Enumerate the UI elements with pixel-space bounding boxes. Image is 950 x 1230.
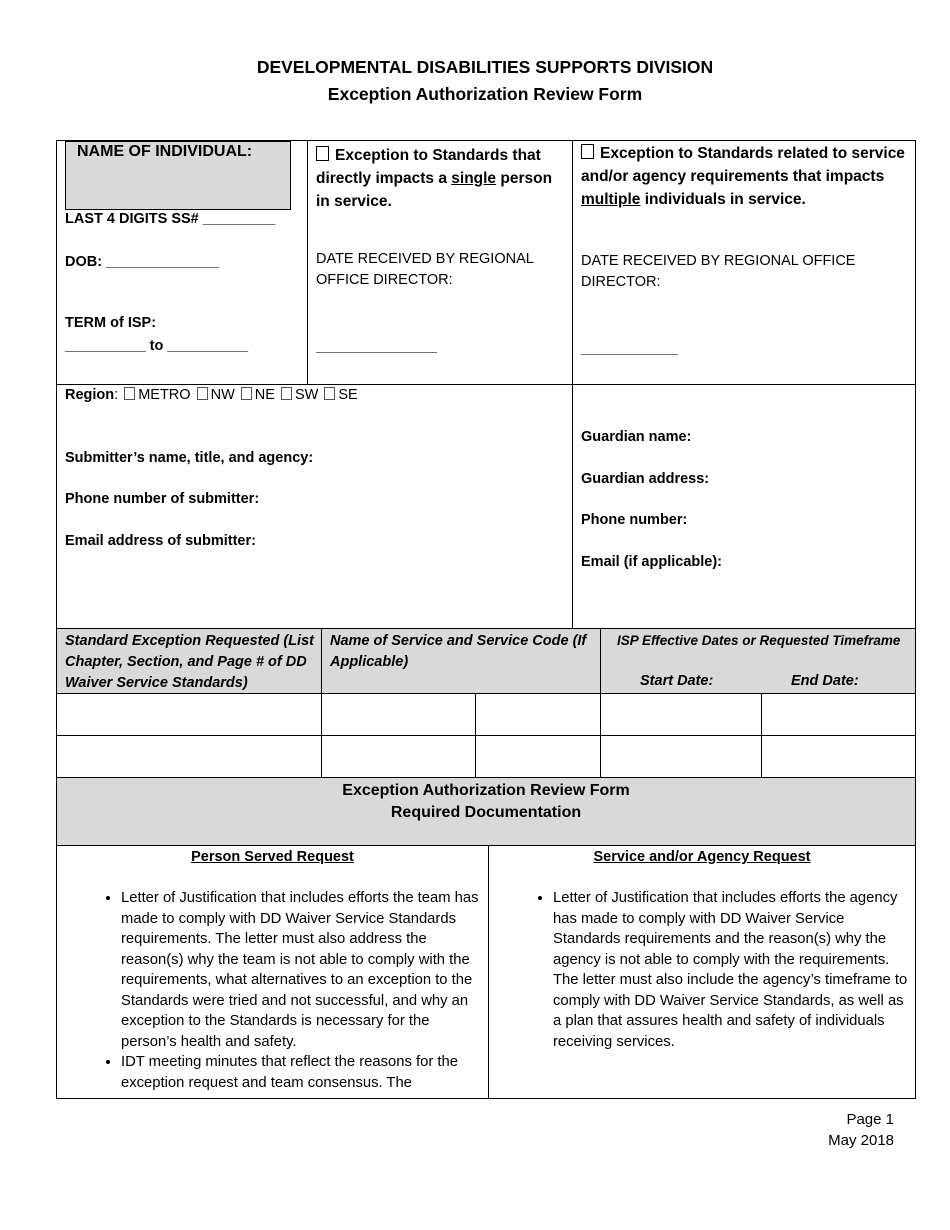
guardian-address-label: Guardian address: <box>581 471 710 487</box>
multiple-exception-checkbox[interactable] <box>581 144 594 159</box>
list-item: • IDT meeting minutes that reflect the reasons for the exception request and team consensus. The <box>121 1052 481 1093</box>
region-sw-checkbox[interactable] <box>281 387 292 400</box>
multiple-date-received-label: DATE RECEIVED BY REGIONAL OFFICE DIRECTOR: <box>581 253 856 290</box>
guardian-email-label: Email (if applicable): <box>581 554 722 570</box>
list-item: • Letter of Justification that includes efforts the team has made to comply with DD Waiver Service Standards requirements. The letter must also address the reason(s) why the team is not able to comply with the requirements, what alternatives to an exception to the Standards were tried and not successful, and why an exception to the Standards is necessary for the person’s health and safety. <box>121 888 481 1052</box>
term-of-isp-label: TERM of ISP: <box>65 315 157 331</box>
ssn-field[interactable]: LAST 4 DIGITS SS# _________ <box>65 211 276 227</box>
single-exception-option[interactable]: Exception to Standards that directly impacts a single person in service. <box>316 147 553 210</box>
submitter-phone-label: Phone number of submitter: <box>65 491 260 507</box>
guardian-phone-label: Phone number: <box>581 512 688 528</box>
start-date-header: Start Date: <box>640 673 714 689</box>
isp-dates-header: ISP Effective Dates or Requested Timeframe <box>617 633 901 648</box>
table-row[interactable] <box>57 736 915 777</box>
service-name-header: Name of Service and Service Code (If Applicable) <box>330 633 587 670</box>
list-item: • Letter of Justification that includes efforts the agency has made to comply with DD Waiver Service Standards requirements and the reason(s) why the agency is not able to comply with the requirements. The letter must also include the agency’s timeframe to comply with DD Waiver Service Standards, as well as a plan that assures health and safety of individuals receiving services. <box>553 888 909 1052</box>
region-metro-checkbox[interactable] <box>124 387 135 400</box>
multiple-exception-option[interactable]: Exception to Standards related to service and/or agency requirements that impacts multiple individuals in service. <box>581 145 905 208</box>
standard-exception-header: Standard Exception Requested (List Chapter, Section, and Page # of DD Waiver Service Standards) <box>65 633 314 691</box>
page-number: Page 1 <box>846 1111 894 1128</box>
single-exception-checkbox[interactable] <box>316 146 329 161</box>
agency-request-list <box>489 888 909 1052</box>
footer-date: May 2018 <box>828 1132 894 1149</box>
form-title: Exception Authorization Review Form <box>327 84 643 104</box>
submitter-name-label: Submitter’s name, title, and agency: <box>65 450 314 466</box>
person-served-heading: Person Served Request <box>191 849 354 865</box>
single-date-received-field[interactable]: _______________ <box>316 339 437 355</box>
region-ne-checkbox[interactable] <box>241 387 252 400</box>
region-nw-checkbox[interactable] <box>197 387 208 400</box>
required-docs-title: Exception Authorization Review Form <box>342 782 630 799</box>
table-row[interactable] <box>57 694 915 735</box>
guardian-name-label: Guardian name: <box>581 429 692 445</box>
end-date-header: End Date: <box>791 673 859 689</box>
region-selector: Region: METRO NW NE SW SE <box>65 387 358 403</box>
term-range-field[interactable]: __________ to __________ <box>65 338 249 354</box>
region-se-checkbox[interactable] <box>324 387 335 400</box>
required-docs-subtitle: Required Documentation <box>390 804 582 821</box>
single-date-received-label: DATE RECEIVED BY REGIONAL OFFICE DIRECTOR: <box>316 251 534 288</box>
person-served-list <box>57 888 481 1093</box>
submitter-email-label: Email address of submitter: <box>65 533 256 549</box>
multiple-date-received-field[interactable]: ____________ <box>581 341 678 357</box>
dob-field[interactable]: DOB: ______________ <box>65 254 219 270</box>
agency-request-heading: Service and/or Agency Request <box>593 849 811 865</box>
name-of-individual-label: NAME OF INDIVIDUAL: <box>77 143 253 160</box>
division-title: DEVELOPMENTAL DISABILITIES SUPPORTS DIVISION <box>256 57 714 77</box>
